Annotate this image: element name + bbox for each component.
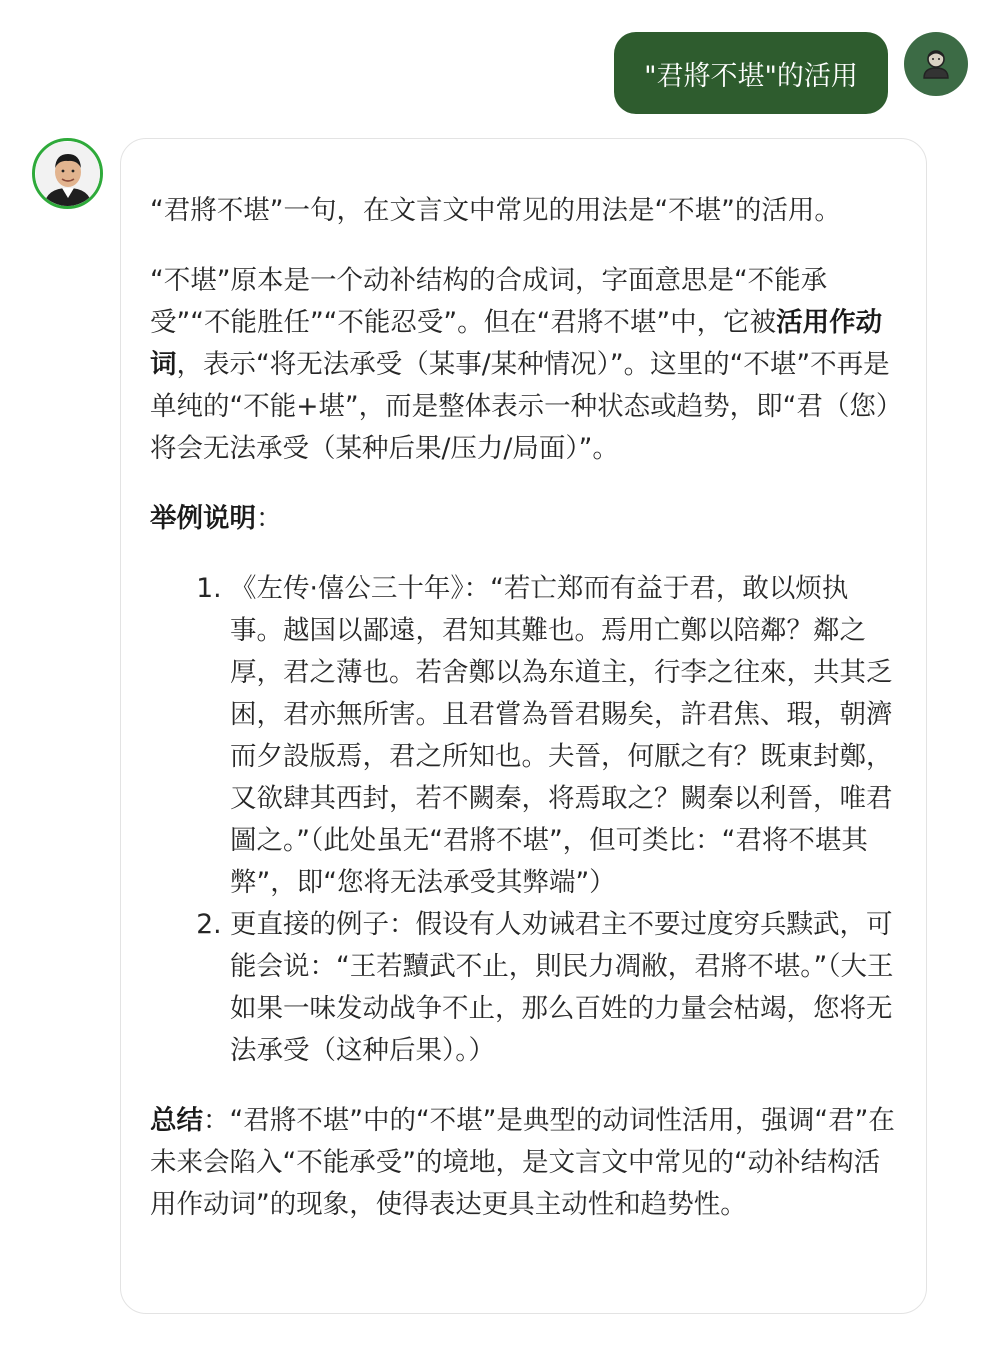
assistant-avatar[interactable] [32,138,103,209]
examples-list [150,568,898,1072]
summary-paragraph [150,1100,898,1226]
explanation-bold-term: 活用作动词 [150,307,883,380]
person-icon [919,47,953,81]
explanation-text-2: ，表示“将无法承受（某事/某种情况）”。这里的“不堪”不再是单纯的“不能+堪”，而是整体表示一种状态或趋势，即“君（您）将会无法承受（某种后果/压力/局面）”。 [150,349,890,464]
examples-heading-label: 举例说明 [150,503,256,534]
summary-text: ：“君將不堪”中的“不堪”是典型的动词性活用，强调“君”在未来会陷入“不能承受”的境地，是文言文中常见的“动补结构活用作动词”的现象，使得表达更具主动性和趋势性。 [150,1105,895,1220]
explanation-text-1: “不堪”原本是一个动补结构的合成词，字面意思是“不能承受”“不能胜任”“不能忍受”。但在“君將不堪”中，它被 [150,265,828,338]
intro-paragraph: “君將不堪”一句，在文言文中常见的用法是“不堪”的活用。 [150,195,841,226]
list-item: 1. 《左传·僖公三十年》：“若亡郑而有益于君，敢以烦执事。越国以鄙遠，君知其難也。焉用亡鄭以陪鄰？鄰之厚，君之薄也。若舍鄭以為东道主，行李之往來，共其乏困，君亦無所害。且君嘗為晉君賜矣，許君焦、瑕，朝濟而夕設版焉，君之所知也。夫晉，何厭之有？既東封鄭，又欲肆其西封，若不闕秦，将焉取之？闕秦以利晉，唯君圖之。”（此处虽无“君將不堪”，但可类比：“君将不堪其弊”，即“您将无法承受其弊端”） [230,568,898,904]
summary-heading: 总结 [150,1105,203,1136]
examples-heading [150,498,898,540]
user-message-text: "君將不堪"的活用 [644,60,858,92]
assistant-photo-icon [36,142,100,206]
assistant-response-content [150,190,898,1254]
examples-heading-colon: ： [256,503,283,534]
user-avatar[interactable] [904,32,968,96]
explanation-paragraph [150,260,898,470]
user-message-bubble [614,32,888,114]
list-item: 2. 更直接的例子：假设有人劝诫君主不要过度穷兵黩武，可能会说：“王若黷武不止，則民力凋敝，君將不堪。”（大王如果一味发动战争不止，那么百姓的力量会枯竭，您将无法承受（这种后果）。） [230,904,898,1072]
